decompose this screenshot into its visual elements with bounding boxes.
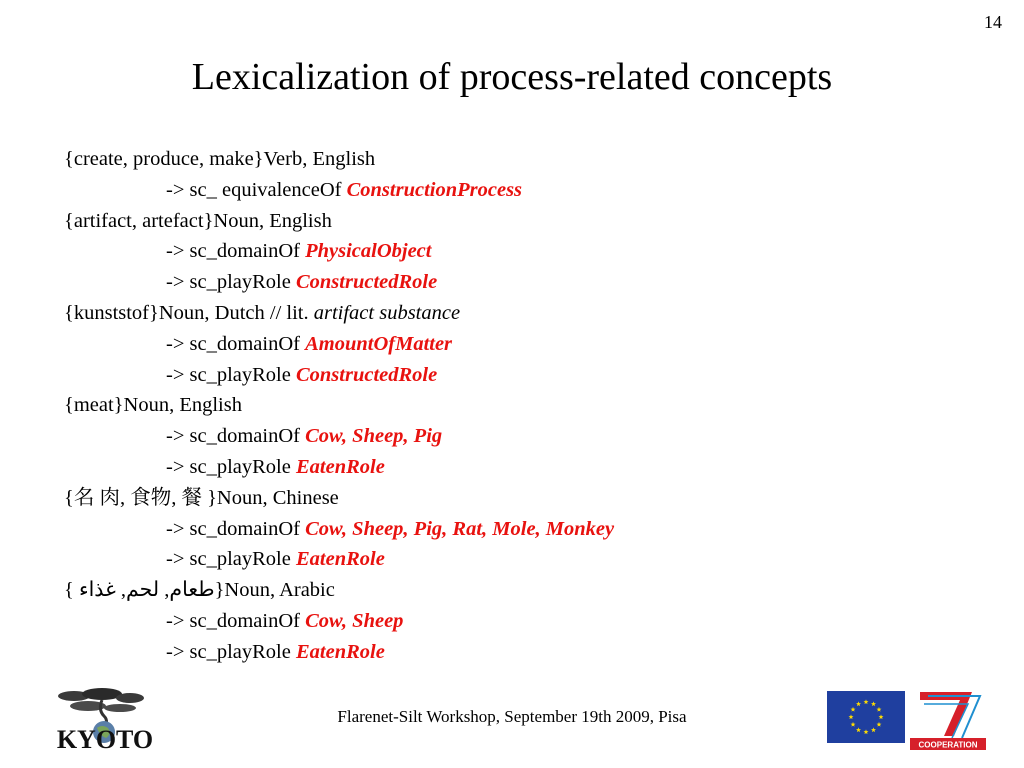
relation-target: Cow, Sheep — [305, 609, 404, 632]
relation-line — [64, 637, 984, 668]
relation-prefix: -> sc_domainOf — [166, 332, 306, 355]
relation-line — [64, 606, 984, 637]
relation-target: ConstructedRole — [295, 363, 438, 386]
entry-line — [64, 298, 984, 329]
relation-line — [64, 329, 984, 360]
relation-target: Cow, Sheep, Pig — [305, 425, 443, 448]
fp7-logo — [910, 688, 986, 752]
relation-prefix: -> sc_domainOf — [166, 240, 306, 263]
entry-text: { طعام, لحم, غذاء}Noun, Arabic — [64, 579, 335, 602]
entry-text: {artifact, artefact}Noun, English — [64, 209, 332, 232]
relation-prefix: -> sc_playRole — [166, 455, 296, 478]
relation-line — [64, 360, 984, 391]
relation-line — [64, 236, 984, 267]
slide-title: Lexicalization of process-related concepts — [191, 56, 833, 98]
relation-line — [64, 175, 984, 206]
relation-target: EatenRole — [295, 640, 385, 663]
relation-line — [64, 452, 984, 483]
relation-target: ConstructedRole — [295, 271, 438, 294]
relation-target: AmountOfMatter — [305, 332, 453, 355]
relation-line — [64, 514, 984, 545]
eu-flag-icon — [827, 691, 905, 743]
entry-text: {kunststof}Noun, Dutch // lit. — [64, 301, 314, 324]
relation-prefix: -> sc_domainOf — [166, 425, 306, 448]
fp7-seven-icon — [910, 688, 986, 752]
eu-logo — [827, 691, 905, 743]
entry-text: {meat}Noun, English — [64, 394, 242, 417]
relation-target: EatenRole — [295, 548, 385, 571]
lexicalization-list — [64, 144, 984, 668]
relation-prefix: -> sc_playRole — [166, 363, 296, 386]
entry-italic-gloss: artifact substance — [313, 301, 461, 324]
svg-text:KYOTO: KYOTO — [56, 725, 154, 754]
relation-target: EatenRole — [295, 455, 385, 478]
entry-line — [64, 575, 984, 606]
relation-line — [64, 421, 984, 452]
relation-prefix: -> sc_playRole — [166, 640, 296, 663]
entry-line — [64, 483, 984, 514]
fp7-logo-label: COOPERATION — [918, 740, 978, 750]
slide-number: 14 — [984, 12, 1002, 32]
entry-text: {create, produce, make}Verb, English — [64, 148, 376, 170]
relation-prefix: -> sc_domainOf — [166, 609, 306, 632]
entry-line — [64, 144, 984, 175]
relation-target: ConstructionProcess — [346, 178, 523, 201]
relation-prefix: -> sc_domainOf — [166, 517, 306, 540]
relation-target: PhysicalObject — [305, 240, 432, 263]
footer-text: Flarenet-Silt Workshop, September 19th 2009, Pisa — [337, 707, 687, 726]
relation-prefix: -> sc_playRole — [166, 271, 296, 294]
relation-prefix: -> sc_playRole — [166, 548, 296, 571]
relation-line — [64, 544, 984, 575]
relation-target: Cow, Sheep, Pig, Rat, Mole, Monkey — [305, 517, 615, 540]
entry-text: {名 肉, 食物, 餐 }Noun, Chinese — [64, 486, 339, 509]
relation-prefix: -> sc_ equivalenceOf — [166, 178, 347, 201]
entry-line — [64, 390, 984, 421]
relation-line — [64, 267, 984, 298]
entry-line — [64, 206, 984, 237]
